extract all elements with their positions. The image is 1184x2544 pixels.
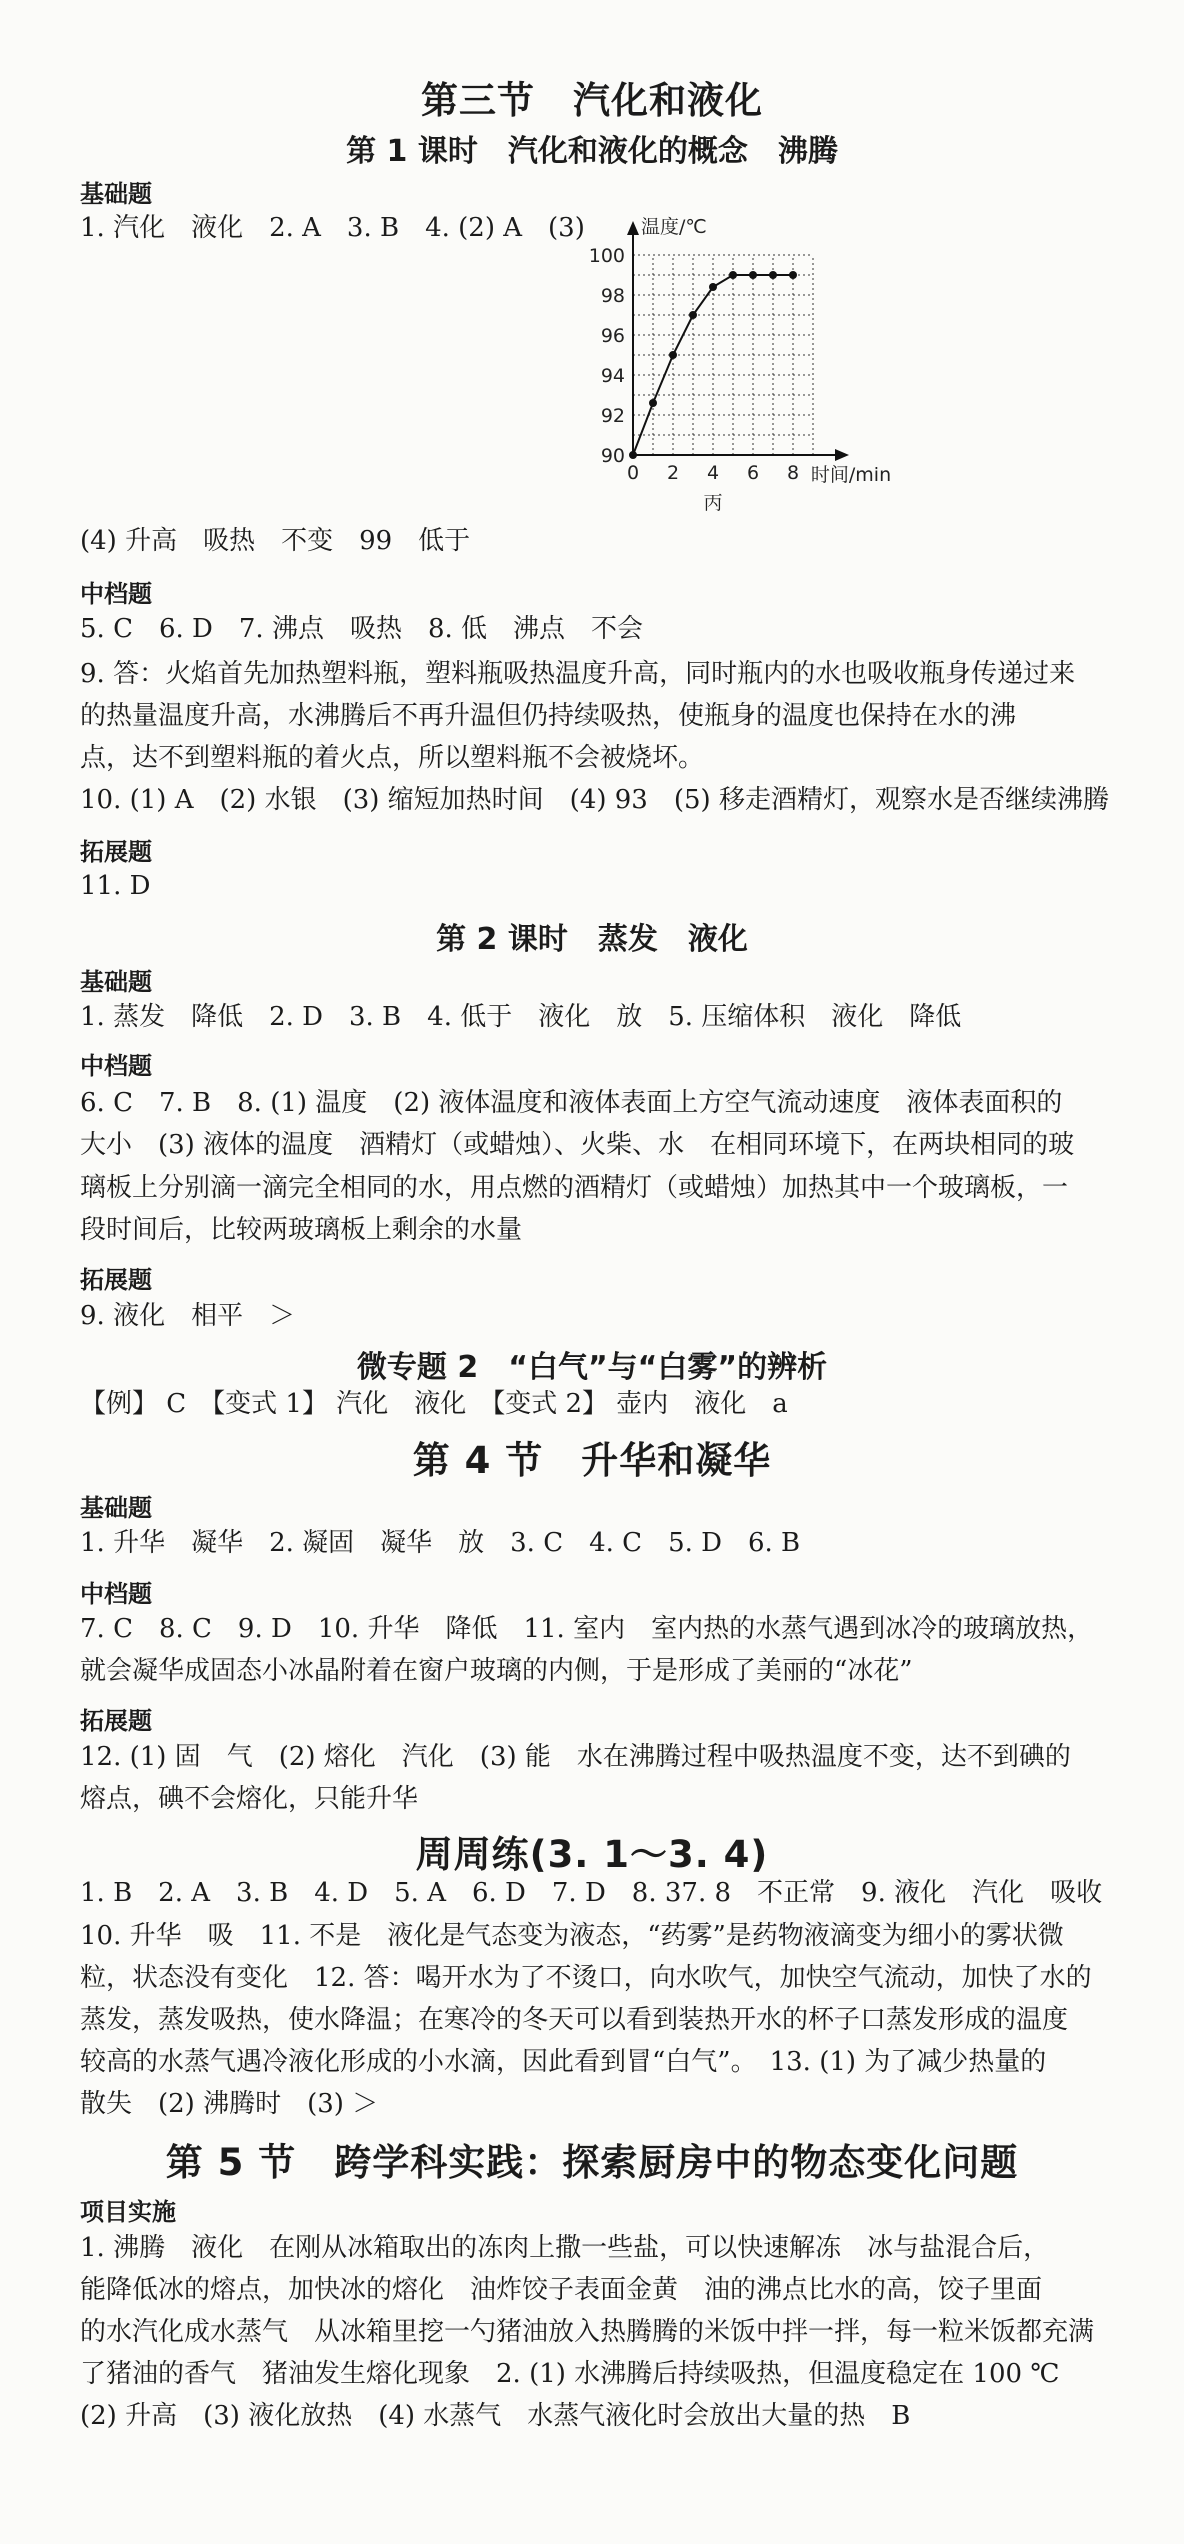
answer-line: 【例】 C 【变式 1】 汽化 液化 【变式 2】 壶内 液化 a (80, 1389, 788, 1419)
y-axis-arrow (627, 221, 639, 235)
answer-line: 散失 (2) 沸腾时 (3) ＞ (80, 2089, 379, 2119)
answer-line: 11. D (80, 871, 151, 901)
temperature-chart (578, 205, 958, 515)
answer-line: 6. C 7. B 8. (1) 温度 (2) 液体温度和液体表面上方空气流动速度 液体表面积的 (80, 1088, 1063, 1118)
y-axis-label: 温度/℃ (641, 216, 707, 238)
data-point (669, 351, 677, 359)
answer-line: 1. 沸腾 液化 在刚从冰箱取出的冻肉上撒一些盐，可以快速解冻 冰与盐混合后， (80, 2233, 1050, 2263)
basic-label: 基础题 (80, 968, 152, 996)
answer-line: 点，达不到塑料瓶的着火点，所以塑料瓶不会被烧坏。 (80, 743, 705, 773)
weekly-title: 周周练(3. 1～3. 4) (415, 1833, 769, 1876)
answer-line: (2) 升高 (3) 液化放热 (4) 水蒸气 水蒸气液化时会放出大量的热 B (80, 2401, 911, 2431)
data-point (689, 311, 697, 319)
answer-line: 10. 升华 吸 11. 不是 液化是气态变为液态，“药雾”是药物液滴变为细小的雾状微 (80, 1921, 1064, 1951)
mid-label: 中档题 (80, 1052, 152, 1080)
section-title: 第 4 节 升华和凝华 (412, 1439, 772, 1482)
x-tick-label: 4 (706, 462, 720, 484)
x-tick-label: 2 (666, 462, 680, 484)
answer-line: 的水汽化成水蒸气 从冰箱里挖一勺猪油放入热腾腾的米饭中拌一拌，每一粒米饭都充满 (80, 2317, 1095, 2347)
data-point (629, 451, 637, 459)
lesson-title: 第 1 课时 汽化和液化的概念 沸腾 (346, 134, 838, 169)
section-title: 第 5 节 跨学科实践：探索厨房中的物态变化问题 (165, 2141, 1019, 2184)
data-point (709, 283, 717, 291)
answer-line: 了猪油的香气 猪油发生熔化现象 2. (1) 水沸腾后持续吸热，但温度稳定在 100 ℃ (80, 2359, 1060, 2389)
data-point (749, 271, 757, 279)
y-tick-label: 92 (600, 405, 625, 427)
answer-line: 熔点，碘不会熔化，只能升华 (80, 1784, 419, 1814)
basic-label: 基础题 (80, 1494, 152, 1522)
answer-line: 10. (1) A (2) 水银 (3) 缩短加热时间 (4) 93 (5) 移走酒精灯，观察水是否继续沸腾 (80, 785, 1109, 815)
answer-line: 段时间后，比较两玻璃板上剩余的水量 (80, 1215, 523, 1245)
answer-line: 能降低冰的熔点，加快冰的熔化 油炸饺子表面金黄 油的沸点比水的高，饺子里面 (80, 2275, 1043, 2305)
y-tick-label: 90 (600, 445, 625, 467)
x-tick-label: 8 (786, 462, 800, 484)
answer-line: 12. (1) 固 气 (2) 熔化 汽化 (3) 能 水在沸腾过程中吸热温度不变，达不到碘的 (80, 1742, 1071, 1772)
data-point (769, 271, 777, 279)
y-tick-label: 100 (588, 245, 625, 267)
answer-line: 1. 升华 凝华 2. 凝固 凝华 放 3. C 4. C 5. D 6. B (80, 1528, 801, 1558)
mid-label: 中档题 (80, 1580, 152, 1608)
answer-line: 就会凝华成固态小冰晶附着在窗户玻璃的内侧，于是形成了美丽的“冰花” (80, 1656, 913, 1686)
x-tick-label: 0 (626, 462, 640, 484)
answer-line: 9. 液化 相平 ＞ (80, 1301, 296, 1331)
answer-line: (4) 升高 吸热 不变 99 低于 (80, 526, 471, 556)
special-topic-title: 微专题 2 “白气”与“白雾”的辨析 (356, 1350, 828, 1385)
lesson-title: 第 2 课时 蒸发 液化 (436, 922, 748, 957)
answer-line: 蒸发，蒸发吸热，使水降温；在寒冷的冬天可以看到装热开水的杯子口蒸发形成的温度 (80, 2005, 1069, 2035)
answer-line: 1. 蒸发 降低 2. D 3. B 4. 低于 液化 放 5. 压缩体积 液化 降低 (80, 1002, 962, 1032)
basic-label: 基础题 (80, 180, 152, 208)
answer-line: 较高的水蒸气遇冷液化形成的小水滴，因此看到冒“白气”。 13. (1) 为了减少热量的 (80, 2047, 1047, 2077)
project-label: 项目实施 (80, 2198, 176, 2226)
extension-label: 拓展题 (80, 1266, 152, 1294)
y-tick-label: 94 (600, 365, 625, 387)
mid-label: 中档题 (80, 580, 152, 608)
y-tick-label: 96 (600, 325, 625, 347)
y-tick-label: 98 (600, 285, 625, 307)
extension-label: 拓展题 (80, 1707, 152, 1735)
answer-line: 大小 (3) 液体的温度 酒精灯（或蜡烛）、火柴、水 在相同环境下，在两块相同的玻 (80, 1130, 1075, 1160)
answer-line: 7. C 8. C 9. D 10. 升华 降低 11. 室内 室内热的水蒸气遇到冰冷的玻璃放热， (80, 1614, 1094, 1644)
x-axis-arrow (835, 449, 849, 461)
x-axis-label: 时间/min (810, 464, 892, 486)
data-point (729, 271, 737, 279)
extension-label: 拓展题 (80, 838, 152, 866)
answer-line: 5. C 6. D 7. 沸点 吸热 8. 低 沸点 不会 (80, 614, 644, 644)
answer-line: 粒，状态没有变化 12. 答：喝开水为了不烫口，向水吹气，加快空气流动，加快了水的 (80, 1963, 1092, 1993)
answer-line: 1. 汽化 液化 2. A 3. B 4. (2) A (3) (80, 213, 585, 243)
data-point (649, 399, 657, 407)
answer-line: 1. B 2. A 3. B 4. D 5. A 6. D 7. D 8. 37. 8 不正常 9. 液化 汽化 吸收 (80, 1878, 1103, 1908)
answer-line: 的热量温度升高，水沸腾后不再升温但仍持续吸热，使瓶身的温度也保持在水的沸 (80, 701, 1017, 731)
x-tick-label: 6 (746, 462, 760, 484)
section-title: 第三节 汽化和液化 (421, 79, 763, 122)
answer-line: 璃板上分别滴一滴完全相同的水，用点燃的酒精灯（或蜡烛）加热其中一个玻璃板，一 (80, 1173, 1069, 1203)
chart-caption: 丙 (703, 492, 723, 514)
data-point (789, 271, 797, 279)
answer-line: 9. 答：火焰首先加热塑料瓶，塑料瓶吸热温度升高，同时瓶内的水也吸收瓶身传递过来 (80, 659, 1076, 689)
